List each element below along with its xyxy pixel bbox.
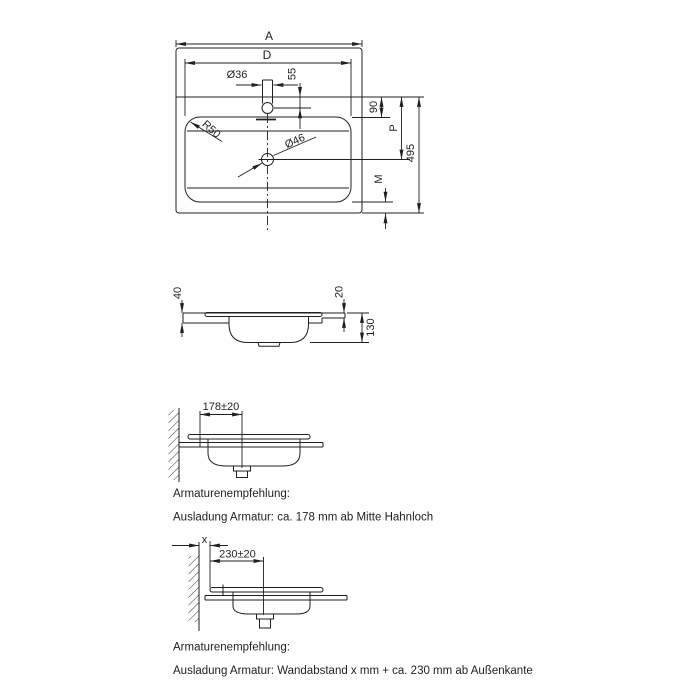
faucet-reach-view [169,401,434,524]
basin-profile [179,435,323,478]
dim-total-depth [310,313,377,343]
drain-boss [258,343,280,347]
recommendation-body: Ausladung Armatur: ca. 178 mm ab Mitte Hahnloch [173,511,434,524]
dim-label-55: 55 [286,67,299,81]
dim-label-90: 90 [368,100,380,114]
dim-label-495: 495 [405,143,417,163]
drain-body [237,471,248,478]
dim-overall-width [176,29,362,47]
wall-hatching [189,556,200,622]
dim-depth [405,97,419,213]
dim-label-P: P [388,124,400,132]
dim-label-178: 178±20 [202,401,240,413]
basin-rim [210,588,323,593]
recommendation-body: Ausladung Armatur: Wandabstand x mm + ca. 230 mm ab Außenkante [173,665,533,677]
dim-faucet-hole-offset [274,68,311,129]
dim-front-edge-height [172,287,184,337]
dim-drain-offset [275,97,410,160]
dim-label-dia46: Ø46 [283,131,307,152]
dim-label-20: 20 [333,285,346,299]
dim-label-R50: R50 [199,118,223,141]
dim-spout-reach-230 [210,541,264,615]
basin-profile [205,585,347,629]
dim-bowl-offset [352,97,390,118]
basin-rim [188,435,310,440]
dim-wall-distance-x [172,534,228,546]
dim-label-130: 130 [365,318,377,337]
dim-label-dia36: Ø36 [226,69,248,81]
dim-rear-edge-height [334,286,346,332]
recommendation-title: Armaturenempfehlung: [173,641,290,654]
dim-drain-diameter [238,132,316,177]
drain-flange [257,614,274,619]
dim-label-D: D [262,48,272,62]
bowl-section [208,439,300,466]
dim-corner-radius [191,118,223,141]
dim-label-A: A [264,29,274,43]
countertop-profile [183,313,345,324]
dim-label-x: x [201,534,208,546]
dim-label-40: 40 [172,286,184,300]
dim-label-230: 230±20 [219,548,256,561]
dim-front-margin [352,174,393,229]
section-view [172,286,377,346]
drain-body [260,619,271,628]
wall-hatching [169,410,180,480]
wall-distance-view [172,534,533,677]
recommendation-title: Armaturenempfehlung: [173,488,290,500]
top-view [176,29,424,230]
dim-label-M: M [373,174,385,184]
bowl-section [229,317,309,343]
